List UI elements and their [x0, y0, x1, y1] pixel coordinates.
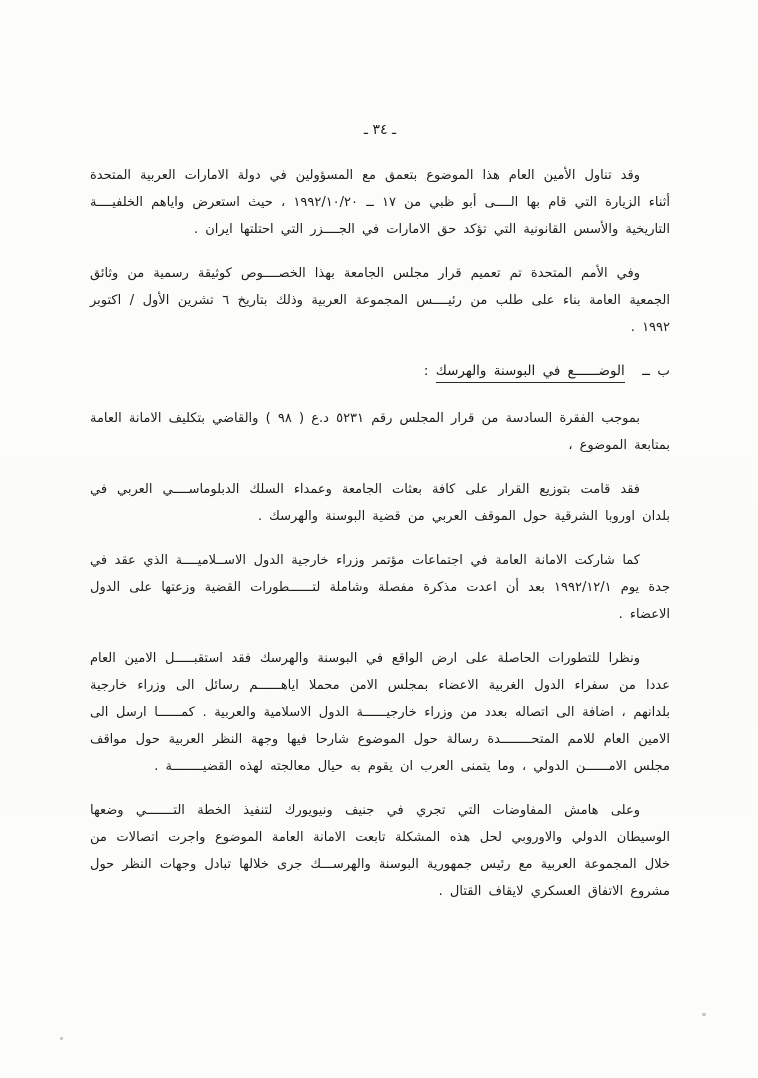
page-content	[90, 122, 670, 922]
paragraph-resolution-distribution: فقد قامت بتوزيع القرار على كافة بعثات الجامعة وعمداء السلك الدبلوماســــي العربي في بلدان اوروبا الشرقية حول الموقف العربي من قضية البوسنة والهرسك .	[90, 482, 670, 524]
paragraph-oic-meeting: كما شاركت الامانة العامة في اجتماعات مؤتمر وزراء خارجية الدول الاســلاميــــة الذي عقد في جدة يوم ١٩٩٢/١٢/١ بعد أن اعدت مذكرة مفصلة وشاملة لتــــــطورات القضية وزعتها على الدول الاعضاء .	[90, 553, 670, 622]
section-heading-marker: ب ــ	[642, 363, 670, 379]
paragraph-council-resolution: بموجب الفقرة السادسة من قرار المجلس رقم ٥٢٣١ د.ع ( ٩٨ ) والقاضي بتكليف الامانة العامة بمتابعة الموضوع ،	[90, 411, 670, 453]
section-heading-bosnia	[90, 358, 670, 385]
page-number: ـ ٣٤ ـ	[363, 122, 397, 138]
paragraph-geneva-negotiations: وعلى هامش المفاوضات التي تجري في جنيف ونيويورك لتنفيذ الخطة التـــــــي وضعها الوسيطان الدولي والاوروبي لحل هذه المشكلة تابعت الامانة العامة الموضوع واجرت اتصالات من خلال المجموعة العربية مع رئيس جمهورية البوسنة والهرســـك جرى خلالها تبادل وجهات النظر حول مشروع الاتفاق العسكري لايقاف القتال .	[90, 803, 670, 899]
scan-artifact-speck	[702, 1013, 706, 1016]
paragraph-sg-actions: ونظرا للتطورات الحاصلة على ارض الواقع في البوسنة والهرسك فقد استقبـــــل الامين العام عددا من سفراء الدول الغربية الاعضاء بمجلس الامن محملا اياهــــــم رسائل الى وزراء خارجية بلدانهم ، اضافة الى اتصاله بعدد من وزراء خارجيــــــة الدول الاسلامية والعربية . كمــــــا ارسل الى الامين العام للامم المتحــــــــدة رسالة حول الموضوع شارحا فيها وجهة النظر العربية حول مواقف مجلس الامــــــن الدولي ، وما يتمنى العرب ان يقوم به حيال معالجته لهذه القضيــــــــة .	[90, 651, 670, 774]
paragraph-un-circulation: وفي الأمم المتحدة تم تعميم قرار مجلس الجامعة بهذا الخصــــوص كوثيقة رسمية من وثائق الجمعية العامة بناء على طلب من رئيــــس المجموعة العربية وذلك بتاريخ ٦ تشرين الأول / اكتوبر ١٩٩٢ .	[90, 266, 670, 335]
section-heading-colon: :	[423, 363, 429, 379]
scan-artifact-speck	[60, 1037, 63, 1040]
paragraph-sg-uae-visit: وقد تناول الأمين العام هذا الموضوع بتعمق مع المسؤولين في دولة الامارات العربية المتحدة أثناء الزيارة التي قام بها الــــى أبو ظبي من ١٧ ــ ١٩٩٢/١٠/٢٠ ، حيث استعرض واياهم الخلفيــــة التاريخية والأسس القانونية التي تؤكد حق الامارات في الجــــزر التي احتلتها ايران .	[90, 168, 670, 237]
section-heading-title: الوضــــــع في البوسنة والهرسك	[436, 363, 625, 383]
